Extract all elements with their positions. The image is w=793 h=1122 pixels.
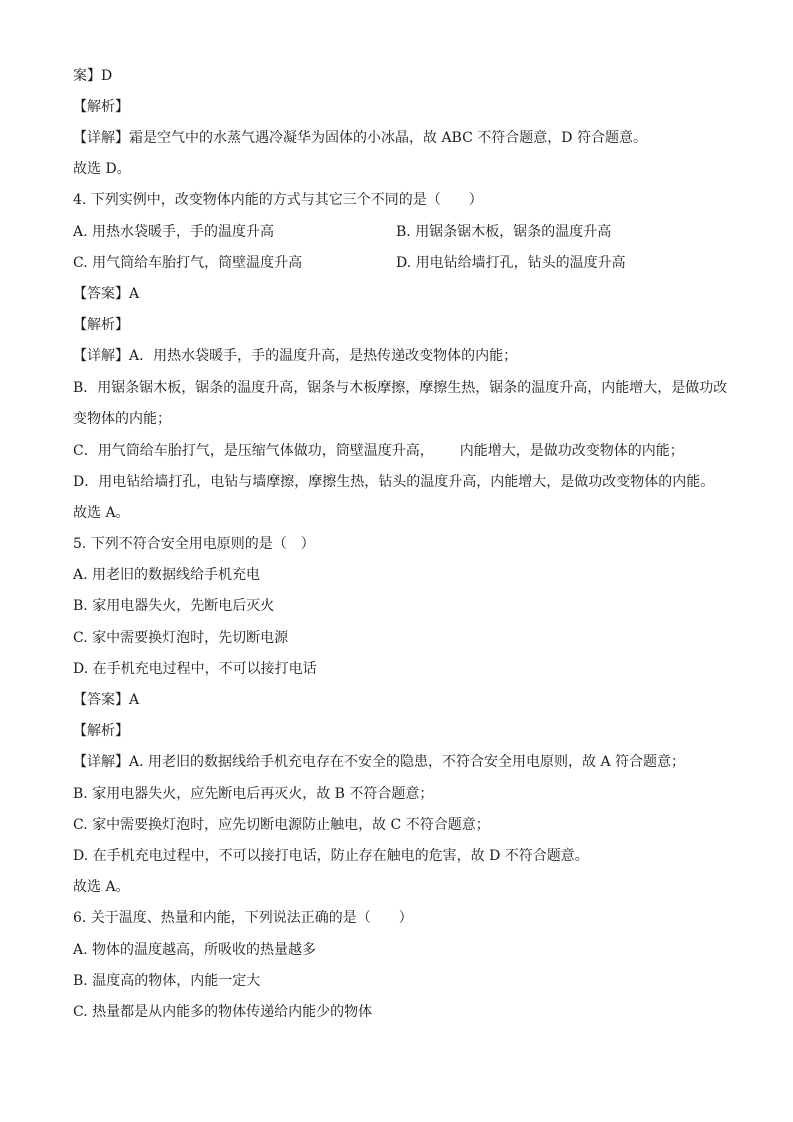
explanation-part: C．用气筒给车胎打气，是压缩气体做功，筒壁温度升高， xyxy=(73,443,434,459)
analysis-heading: 【解析】 xyxy=(73,317,129,333)
question-4-option-d: D. 用电钻给墙打孔，钻头的温度升高 xyxy=(396,255,626,271)
explanation-line: B. 家用电器失火，应先断电后再灭火，故 B 不符合题意； xyxy=(73,786,434,802)
answer-heading: 【答案】A xyxy=(73,286,140,302)
explanation-line: C. 家中需要换灯泡时，应先切断电源防止触电，故 C 不符合题意； xyxy=(73,817,490,833)
explanation-line: 【详解】A. 用老旧的数据线给手机充电存在不安全的隐患，不符合安全用电原则，故 A 符合题意； xyxy=(73,754,686,770)
question-4-option-c: C. 用气筒给车胎打气，筒壁温度升高 xyxy=(73,255,303,271)
question-6-stem: 6. 关于温度、热量和内能，下列说法正确的是（ ） xyxy=(73,910,413,926)
answer-fragment: 案】D xyxy=(73,68,113,84)
question-5-stem: 5. 下列不符合安全用电原则的是（ ） xyxy=(73,536,315,552)
explanation-line xyxy=(73,441,684,461)
question-6-option-c: C. 热量都是从内能多的物体传递给内能少的物体 xyxy=(73,1004,373,1020)
analysis-heading: 【解析】 xyxy=(73,99,129,115)
conclusion-line: 故选 D。 xyxy=(73,161,131,177)
question-4-stem: 4. 下列实例中，改变物体内能的方式与其它三个不同的是（ ） xyxy=(73,192,483,208)
question-4-option-b: B. 用锯条锯木板，锯条的温度升高 xyxy=(396,224,612,240)
analysis-heading: 【解析】 xyxy=(73,723,129,739)
explanation-line: D．用电钻给墙打孔，电钻与墙摩擦，摩擦生热，钻头的温度升高，内能增大，是做功改变物体的内能。 xyxy=(73,474,715,490)
explanation-line: D. 在手机充电过程中，不可以接打电话，防止存在触电的危害，故 D 不符合题意。 xyxy=(73,848,589,864)
explanation-part: 内能增大，是做功改变物体的内能； xyxy=(459,443,684,459)
question-5-option-c: C. 家中需要换灯泡时，先切断电源 xyxy=(73,630,289,646)
explanation-line: 【详解】霜是空气中的水蒸气遇冷凝华为固体的小冰晶，故 ABC 不符合题意，D 符合题意。 xyxy=(73,130,647,146)
conclusion-line: 故选 A。 xyxy=(73,879,130,895)
question-5-option-d: D. 在手机充电过程中，不可以接打电话 xyxy=(73,661,317,677)
explanation-line: 【详解】A．用热水袋暖手，手的温度升高，是热传递改变物体的内能； xyxy=(73,348,518,364)
explanation-line: 变物体的内能； xyxy=(73,411,171,427)
question-6-option-a: A. 物体的温度越高，所吸收的热量越多 xyxy=(73,942,317,958)
question-4-option-a: A. 用热水袋暖手，手的温度升高 xyxy=(73,224,275,240)
answer-heading: 【答案】A xyxy=(73,692,140,708)
question-6-option-b: B. 温度高的物体，内能一定大 xyxy=(73,973,261,989)
question-5-option-b: B. 家用电器失火，先断电后灭火 xyxy=(73,598,275,614)
question-5-option-a: A. 用老旧的数据线给手机充电 xyxy=(73,567,261,583)
conclusion-line: 故选 A。 xyxy=(73,505,130,521)
explanation-line: B．用锯条锯木板，锯条的温度升高，锯条与木板摩擦，摩擦生热，锯条的温度升高，内能增大，是做功改 xyxy=(73,380,728,396)
